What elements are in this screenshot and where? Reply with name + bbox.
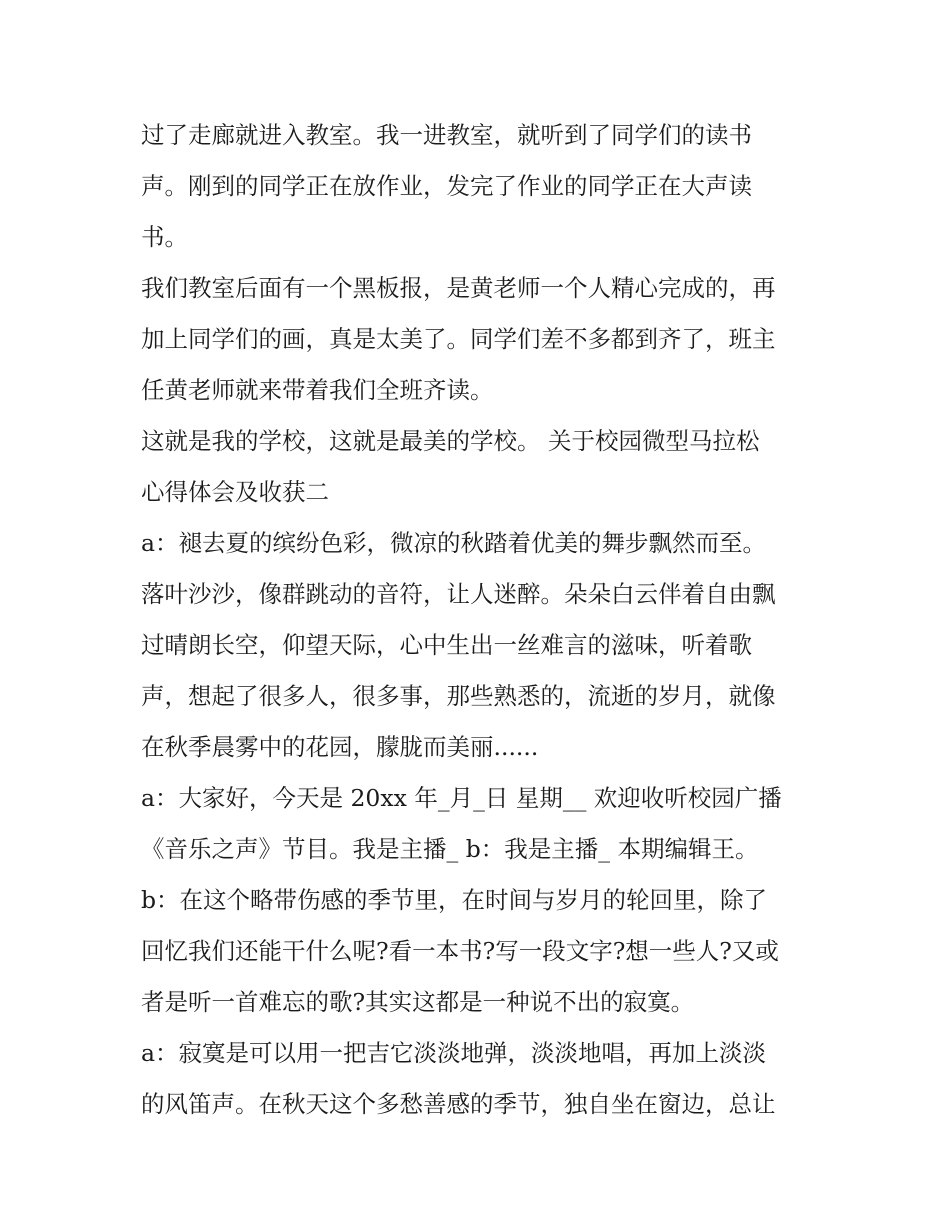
text-line: 落叶沙沙，像群跳动的音符，让人迷醉。朵朵白云伴着自由飘 [141,580,776,608]
text-line: 的风笛声。在秋天这个多愁善感的季节，独自坐在窗边，总让 [141,1090,776,1118]
text-line: a：褪去夏的缤纷色彩，微凉的秋踏着优美的舞步飘然而至。 [141,529,767,557]
body-text [141,110,821,1130]
text-line: 过晴朗长空，仰望天际，心中生出一丝难言的滋味，听着歌 [141,631,752,659]
text-line: 书。 [141,223,188,251]
text-line: 声，想起了很多人，很多事，那些熟悉的，流逝的岁月，就像 [141,682,776,710]
text-line: a：大家好，今天是 20xx 年_月_日 星期__ 欢迎收听校园广播 [141,784,782,812]
text-line: a：寂寞是可以用一把吉它淡淡地弹，淡淡地唱，再加上淡淡 [141,1039,767,1067]
text-line: 我们教室后面有一个黑板报，是黄老师一个人精心完成的，再 [141,274,776,302]
text-line: 《音乐之声》节目。我是主播_ b：我是主播_ 本期编辑王。 [141,835,759,863]
text-line: b：在这个略带伤感的季节里，在时间与岁月的轮回里，除了 [141,886,768,914]
text-line: 者是听一首难忘的歌?其实这都是一种说不出的寂寞。 [141,988,695,1016]
text-line: 在秋季晨雾中的花园，朦胧而美丽...... [141,733,539,761]
text-line: 这就是我的学校，这就是最美的学校。 关于校园微型马拉松 [141,427,760,455]
text-line: 回忆我们还能干什么呢?看一本书?写一段文字?想一些人?又或 [141,937,779,965]
text-line: 声。刚到的同学正在放作业，发完了作业的同学正在大声读 [141,172,752,200]
text-line: 过了走廊就进入教室。我一进教室，就听到了同学们的读书 [141,121,752,149]
text-line: 加上同学们的画，真是太美了。同学们差不多都到齐了，班主 [141,325,776,353]
text-line: 任黄老师就来带着我们全班齐读。 [141,376,494,404]
text-line: 心得体会及收获二 [141,478,329,506]
